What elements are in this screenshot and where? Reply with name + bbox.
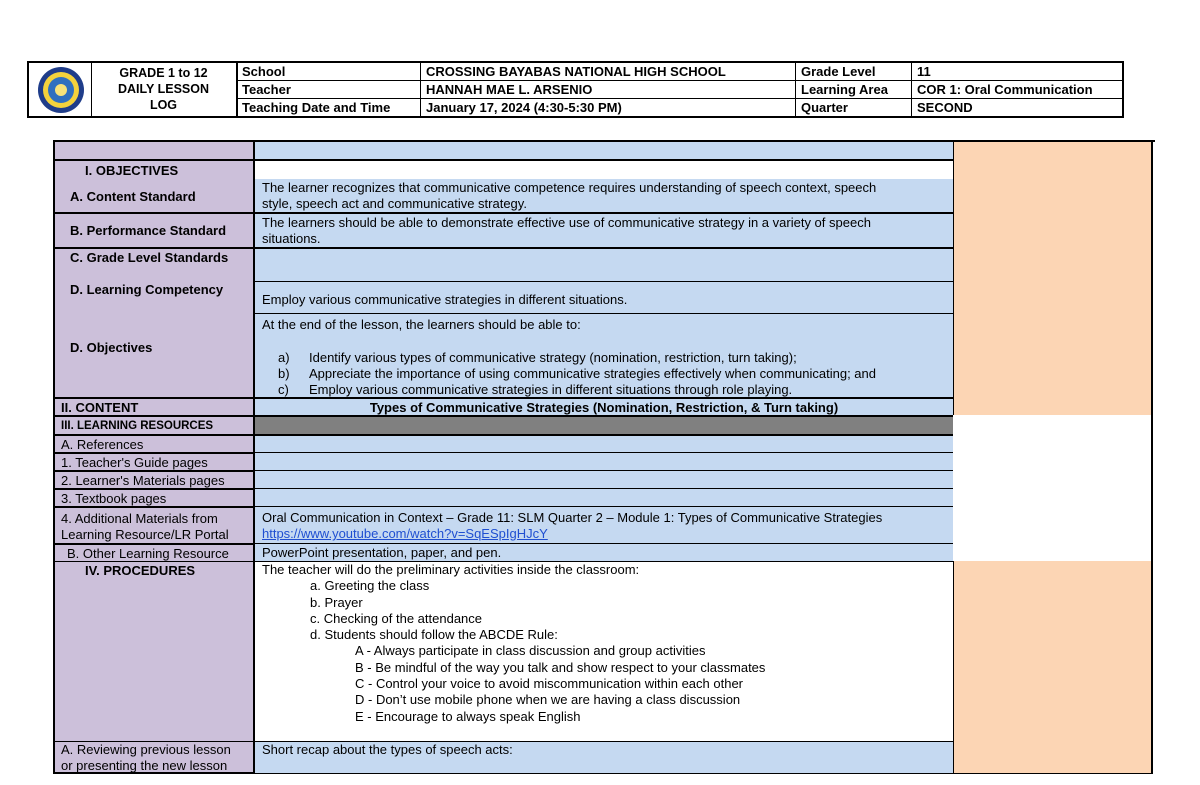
objective-marker: c)	[278, 382, 289, 397]
school-value: CROSSING BAYABAS NATIONAL HIGH SCHOOL	[426, 64, 726, 79]
grade-level-standards-value	[253, 247, 953, 281]
references-label: A. References	[53, 434, 253, 452]
abcde-rule-item: D - Don’t use mobile phone when we are having a class discussion	[355, 692, 741, 708]
learning-resources-bar	[253, 415, 953, 434]
performance-standard-value: The learners should be able to demonstrate effective use of communicative strategy in a variety of speech situations.	[253, 212, 953, 247]
procedure-item: b. Prayer	[310, 594, 363, 610]
textbook-label: 3. Textbook pages	[53, 488, 253, 506]
remarks-column-procedures	[953, 561, 1153, 741]
reviewing-lesson-label: A. Reviewing previous lesson or presenting the new lesson	[53, 741, 253, 774]
content-blank	[253, 142, 953, 159]
other-resource-label: B. Other Learning Resource	[53, 543, 253, 561]
objective-item	[262, 350, 953, 366]
procedures-heading: IV. PROCEDURES	[53, 561, 253, 741]
procedure-item: d. Students should follow the ABCDE Rule:	[310, 627, 558, 643]
quarter-value: SECOND	[917, 100, 973, 115]
deped-seal-logo	[35, 65, 87, 115]
grade-level-value: 11	[917, 64, 931, 79]
reviewing-lesson-value: Short recap about the types of speech acts:	[253, 741, 953, 774]
abcde-rule-item: A - Always participate in class discussion and group activities	[355, 643, 706, 659]
learning-area-label: Learning Area	[801, 82, 888, 97]
performance-standard-label: B. Performance Standard	[53, 212, 253, 247]
objective-text: Appreciate the importance of using communicative strategies effectively when communicating; and	[309, 366, 876, 381]
teacher-value: HANNAH MAE L. ARSENIO	[426, 82, 593, 97]
youtube-link[interactable]: https://www.youtube.com/watch?v=SqESpIgHJcY	[262, 526, 548, 541]
learners-materials-label: 2. Learner's Materials pages	[53, 470, 253, 488]
abcde-rule-item: E - Encourage to always speak English	[355, 708, 581, 724]
dll-header	[27, 61, 1124, 118]
teaching-date-value: January 17, 2024 (4:30-5:30 PM)	[426, 100, 622, 115]
objectives-label: D. Objectives	[53, 313, 253, 397]
objective-marker: b)	[278, 366, 290, 381]
objective-item	[262, 382, 953, 397]
school-label: School	[242, 64, 286, 79]
content-standard-label: A. Content Standard	[53, 179, 253, 212]
grade-level-standards-label: C. Grade Level Standards	[53, 247, 253, 281]
dll-title: GRADE 1 to 12 DAILY LESSON LOG	[118, 66, 209, 112]
objectives-heading: I. OBJECTIVES	[53, 159, 253, 179]
textbook-value	[253, 488, 953, 506]
grade-level-label: Grade Level	[801, 64, 876, 79]
learning-competency-label: D. Learning Competency	[53, 281, 253, 313]
additional-materials-label: 4. Additional Materials from Learning Resource/LR Portal	[53, 506, 253, 543]
abcde-rule-item: B - Be mindful of the way you talk and show respect to your classmates	[355, 659, 766, 675]
teacher-label: Teacher	[242, 82, 291, 97]
content-label: II. CONTENT	[53, 397, 253, 415]
label-blank	[53, 142, 253, 159]
lesson-log-table	[53, 140, 1155, 772]
learners-materials-value	[253, 470, 953, 488]
procedure-item: a. Greeting the class	[310, 578, 430, 594]
other-resource-value: PowerPoint presentation, paper, and pen.	[253, 543, 953, 561]
content-value: Types of Communicative Strategies (Nomination, Restriction, & Turn taking)	[253, 397, 953, 415]
remarks-column-upper	[953, 142, 1153, 415]
objective-text: Employ various communicative strategies in different situations through role playing.	[309, 382, 793, 397]
abcde-rule-item: C - Control your voice to avoid miscommunication within each other	[355, 676, 744, 692]
objective-item	[262, 366, 953, 382]
remarks-column-review	[953, 741, 1153, 774]
learning-resources-heading: III. LEARNING RESOURCES	[53, 415, 253, 434]
remarks-column-blank	[953, 415, 1153, 561]
teachers-guide-label: 1. Teacher's Guide pages	[53, 452, 253, 470]
procedures-value: The teacher will do the preliminary activities inside the classroom: a. Greeting the class b. Prayer c. Checking of the attendance d. Students should follow the ABCDE Rule: A - Always participate in class discussion and group activities B - Be mindful of the way you talk and show respect to your classmates C - Control your voice to avoid miscommunication within each other D - Don’t use mobile phone when we are having a class discussion E - Encourage to always speak English	[253, 561, 953, 741]
additional-materials-value: Oral Communication in Context – Grade 11: SLM Quarter 2 – Module 1: Types of Communicative Strategies https://www.youtube.com/watch?v=SqESpIgHJcY	[253, 506, 953, 543]
objectives-heading-value	[253, 159, 953, 179]
procedure-item: c. Checking of the attendance	[310, 610, 483, 626]
references-value	[253, 434, 953, 452]
objectives-value: At the end of the lesson, the learners should be able to: a) Identify various types of communicative strategy (nomination, restriction, turn taking); b) Appreciate the importance of using communicative strategies effectively when communicating; and c) Employ various communicative strategies in different situations through role playing.	[253, 313, 953, 397]
teaching-date-label: Teaching Date and Time	[242, 100, 391, 115]
learning-area-value: COR 1: Oral Communication	[917, 82, 1093, 97]
teachers-guide-value	[253, 452, 953, 470]
objective-marker: a)	[278, 350, 290, 365]
quarter-label: Quarter	[801, 100, 848, 115]
content-standard-value: The learner recognizes that communicative competence requires understanding of speech context, speech style, speech act and communicative strategy.	[253, 179, 953, 212]
objective-text: Identify various types of communicative strategy (nomination, restriction, turn taking);	[309, 350, 797, 365]
learning-competency-value: Employ various communicative strategies in different situations.	[253, 281, 953, 313]
